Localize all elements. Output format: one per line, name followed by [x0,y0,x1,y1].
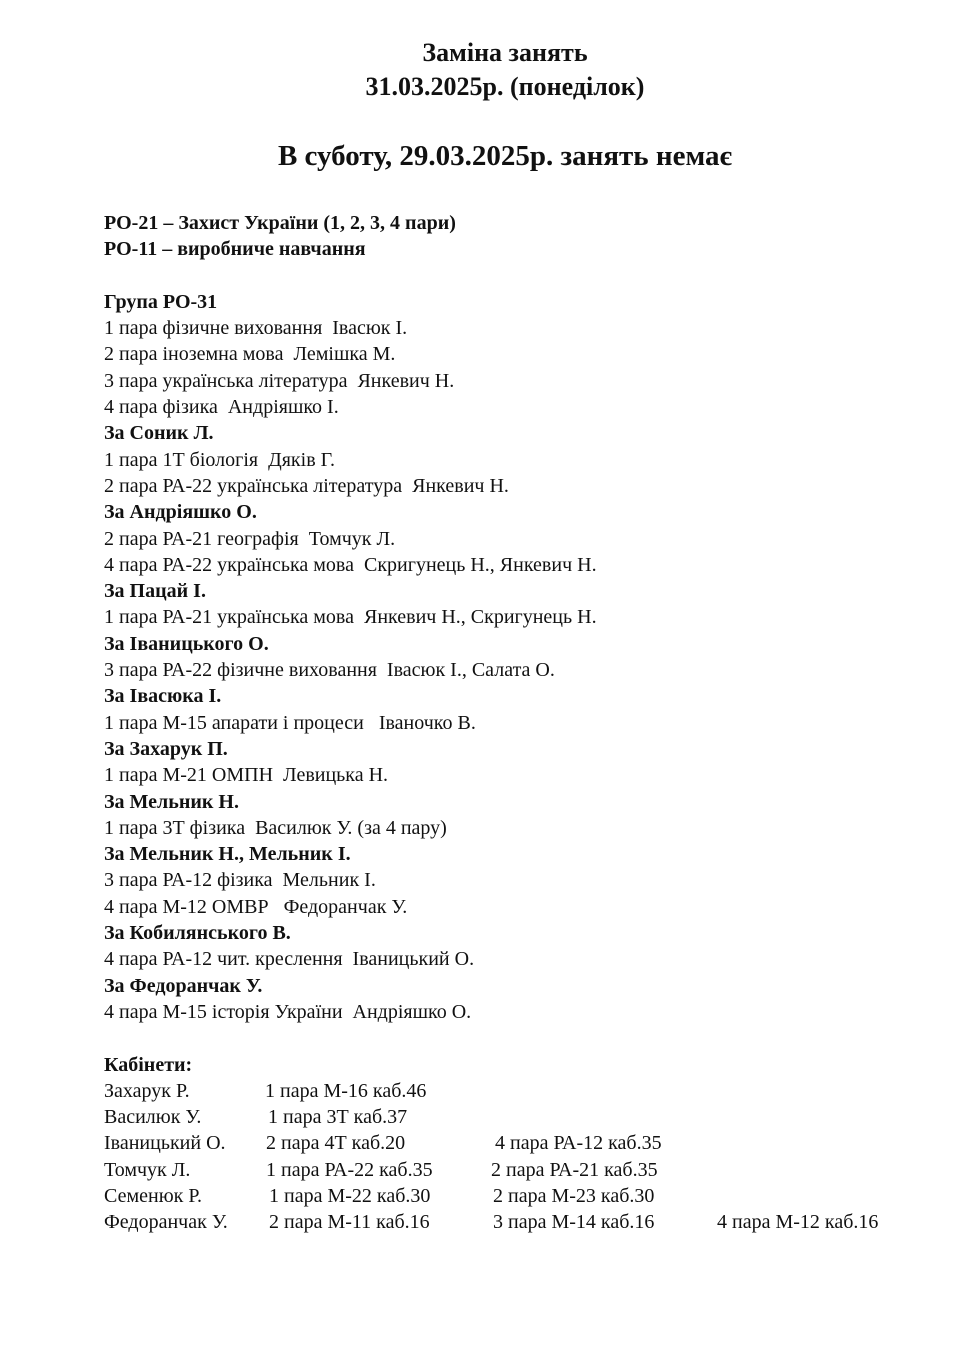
document-title [0,36,973,104]
group-heading: Група РО-31 [104,290,218,313]
group-line: 4 пара фізика Андріяшко І. [104,396,339,419]
substitution-line: 4 пара М-15 історія України Андріяшко О. [104,1000,472,1023]
substitution-line: 1 пара 3Т фізика Василюк У. (за 4 пару) [104,816,447,839]
substitution-heading: За Іваницького О. [104,632,269,655]
substitution-heading: За Мельник Н., Мельник І. [104,843,351,866]
cabinet-slot: 1 пара М-16 каб.46 [265,1079,427,1102]
general-line: РО-11 – виробниче навчання [104,238,366,261]
substitution-heading: За Кобилянського В. [104,922,291,945]
substitution-line: 4 пара РА-12 чит. креслення Іваницький О. [104,948,475,971]
substitution-line: 4 пара РА-22 українська мова Скригунець Н., Янкевич Н. [104,553,597,576]
substitution-line: 1 пара 1Т біологія Дяків Г. [104,448,335,471]
saturday-notice: В суботу, 29.03.2025р. занять немає [277,140,733,172]
substitution-heading: За Федоранчак У. [104,974,263,997]
substitution-line: 1 пара РА-21 українська мова Янкевич Н., Скригунець Н. [104,606,597,629]
substitution-heading: За Івасюка І. [104,685,222,708]
substitution-line: 3 пара РА-12 фізика Мельник І. [104,869,376,892]
cabinet-teacher: Захарук Р. [104,1079,190,1102]
cabinet-teacher: Семенюк Р. [104,1184,202,1207]
cabinet-teacher: Іваницький О. [104,1132,226,1155]
substitution-line: 2 пара РА-21 географія Томчук Л. [104,527,396,550]
substitution-line: 2 пара РА-22 українська література Янкевич Н. [104,474,509,497]
substitution-heading: За Захарук П. [104,737,228,760]
cabinet-slot: 4 пара М-12 каб.16 [717,1211,879,1234]
cabinet-slot: 2 пара РА-21 каб.35 [491,1158,658,1181]
group-line: 2 пара іноземна мова Лемішка М. [104,343,396,366]
substitution-line: 1 пара М-21 ОМПН Левицька Н. [104,764,389,787]
cabinets-heading: Кабінети: [104,1053,193,1076]
group-line: 1 пара фізичне виховання Івасюк І. [104,317,408,340]
cabinet-slot: 2 пара 4Т каб.20 [266,1132,406,1155]
cabinet-row [104,1183,655,1209]
cabinet-slot: 2 пара М-23 каб.30 [493,1184,655,1207]
cabinet-slot: 1 пара 3Т каб.37 [268,1106,408,1129]
substitution-line: 1 пара М-15 апарати і процеси Іваночко В. [104,711,476,734]
cabinet-slot: 3 пара М-14 каб.16 [493,1211,655,1234]
title-line-2: 31.03.2025р. (понеділок) [365,72,645,101]
cabinet-slot: 4 пара РА-12 каб.35 [495,1132,662,1155]
substitution-heading: За Пацай І. [104,580,206,603]
cabinet-slot: 2 пара М-11 каб.16 [269,1211,430,1234]
substitution-line: 3 пара РА-22 фізичне виховання Івасюк І., Салата О. [104,659,555,682]
title-line-1: Заміна занять [422,38,588,67]
substitution-heading: За Андріяшко О. [104,501,257,524]
cabinet-teacher: Василюк У. [104,1106,202,1129]
cabinet-slot: 1 пара РА-22 каб.35 [266,1158,433,1181]
substitution-heading: За Мельник Н. [104,790,239,813]
substitution-heading: За Соник Л. [104,422,214,445]
cabinet-row [104,1130,662,1156]
substitution-line: 4 пара М-12 ОМВР Федоранчак У. [104,895,408,918]
cabinet-teacher: Федоранчак У. [104,1211,228,1234]
general-line: РО-21 – Захист України (1, 2, 3, 4 пари) [104,212,456,234]
cabinet-slot: 1 пара М-22 каб.30 [269,1184,431,1207]
cabinet-row [104,1078,597,1104]
cabinet-teacher: Томчук Л. [104,1158,191,1181]
cabinet-row [104,1209,879,1235]
document-body [104,210,879,1236]
cabinet-row [104,1157,658,1183]
group-line: 3 пара українська література Янкевич Н. [104,369,455,392]
cabinet-row [104,1104,597,1130]
